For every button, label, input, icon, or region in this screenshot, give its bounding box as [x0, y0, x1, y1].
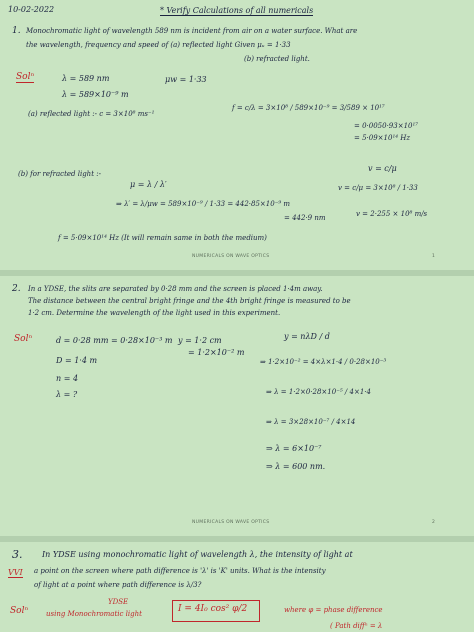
phase-difference-note: where φ = phase difference	[284, 606, 383, 614]
page-number-1: 1	[432, 254, 436, 259]
q1-line-2: the wavelength, frequency and speed of (a) reflected light Given μᵤ = 1·33	[26, 41, 291, 49]
step-2: ⇒ λ = 1·2×0·28×10⁻⁵ / 4×1·4	[266, 388, 371, 396]
mu-equation: μ = λ / λ′	[130, 180, 167, 189]
frequency-result-2: = 5·09×10¹⁴ Hz	[354, 134, 411, 142]
solution-label-3: Solⁿ	[10, 606, 29, 616]
lambda-m: λ = 589×10⁻⁹ m	[62, 90, 129, 99]
footer-1: NUMERICALS ON WAVE OPTICS	[192, 254, 270, 259]
q3-line-1: In YDSE using monochromatic light of wavelength λ, the intensity of light at	[42, 550, 353, 559]
q3-line-3: of light at a point where path difference is λ/3?	[34, 581, 202, 589]
heading: * Verify Calculations of all numericals	[160, 6, 314, 15]
solution-label-2: Solⁿ	[14, 334, 33, 344]
step-3: ⇒ λ = 3×28×10⁻⁷ / 4×14	[266, 418, 356, 426]
fringe-formula: y = nλD / d	[284, 332, 330, 341]
fringe-distance: y = 1·2 cm	[178, 336, 222, 345]
slit-separation: d = 0·28 mm = 0·28×10⁻³ m	[56, 336, 173, 345]
step-4: ⇒ λ = 6×10⁻⁷	[266, 444, 322, 453]
step-5: ⇒ λ = 600 nm.	[266, 462, 326, 471]
lambda-nm: λ = 589 nm	[62, 74, 110, 83]
fringe-distance-m: = 1·2×10⁻² m	[188, 348, 245, 357]
q3-number: 3.	[12, 548, 23, 561]
frequency-line: f = 5·09×10¹⁴ Hz (It will remain same in both the medium)	[58, 234, 267, 242]
lambda-prime-result: = 442·9 nm	[284, 214, 326, 222]
q1-line-1: Monochromatic light of wavelength 589 nm is incident from air on a water surface. What are	[26, 27, 358, 35]
q2-line-3: 1·2 cm. Determine the wavelength of the light used in this experiment.	[28, 309, 281, 317]
speed-calculation: v = c/μ = 3×10⁸ / 1·33	[338, 184, 418, 192]
frequency-result-1: = 0·0050·93×10¹⁷	[354, 122, 419, 130]
page-3	[0, 542, 474, 632]
footer-2: NUMERICALS ON WAVE OPTICS	[192, 520, 270, 525]
screen-distance: D = 1·4 m	[56, 356, 98, 365]
ydse-label: YDSE	[108, 598, 129, 606]
mu-water: μw = 1·33	[165, 75, 207, 84]
solution-label-1: Solⁿ	[16, 72, 35, 82]
using-monochromatic: using Monochromatic light	[46, 610, 142, 618]
page-1	[0, 0, 474, 270]
q3-line-2: a point on the screen where path difference is 'λ' is 'K' units. What is the intensity	[34, 567, 326, 575]
frequency-equation: f = c/λ = 3×10⁸ / 589×10⁻⁹ = 3/589 × 10¹⁷	[232, 104, 385, 112]
q2-number: 2.	[12, 284, 21, 294]
path-difference-note: ( Path diffⁿ = λ	[330, 622, 383, 630]
date: 10-02-2022	[8, 5, 55, 14]
lambda-unknown: λ = ?	[56, 390, 78, 399]
q1-number: 1.	[12, 26, 21, 36]
lambda-prime-equation: ⇒ λ′ = λ/μw = 589×10⁻⁹ / 1·33 = 442·85×10⁻⁹ m	[116, 200, 291, 208]
reflected-light: (a) reflected light :- c = 3×10⁸ ms⁻¹	[28, 110, 155, 118]
speed-equation: v = c/μ	[368, 164, 397, 173]
fringe-order: n = 4	[56, 374, 79, 383]
step-1: ⇒ 1·2×10⁻² = 4×λ×1·4 / 0·28×10⁻³	[260, 358, 387, 366]
q1-line-3: (b) refracted light.	[244, 55, 310, 63]
q2-line-1: In a YDSE, the slits are separated by 0·28 mm and the screen is placed 1·4m away.	[28, 285, 323, 293]
vvi-label: VVI	[8, 568, 23, 577]
q2-line-2: The distance between the central bright fringe and the 4th bright fringe is measured to be	[28, 297, 351, 305]
page-number-2: 2	[432, 520, 436, 525]
refracted-light: (b) for refracted light :-	[18, 170, 101, 178]
intensity-formula: I = 4I₀ cos² φ/2	[178, 604, 248, 614]
speed-result: v = 2·255 × 10⁸ m/s	[356, 210, 428, 218]
page-2	[0, 276, 474, 536]
